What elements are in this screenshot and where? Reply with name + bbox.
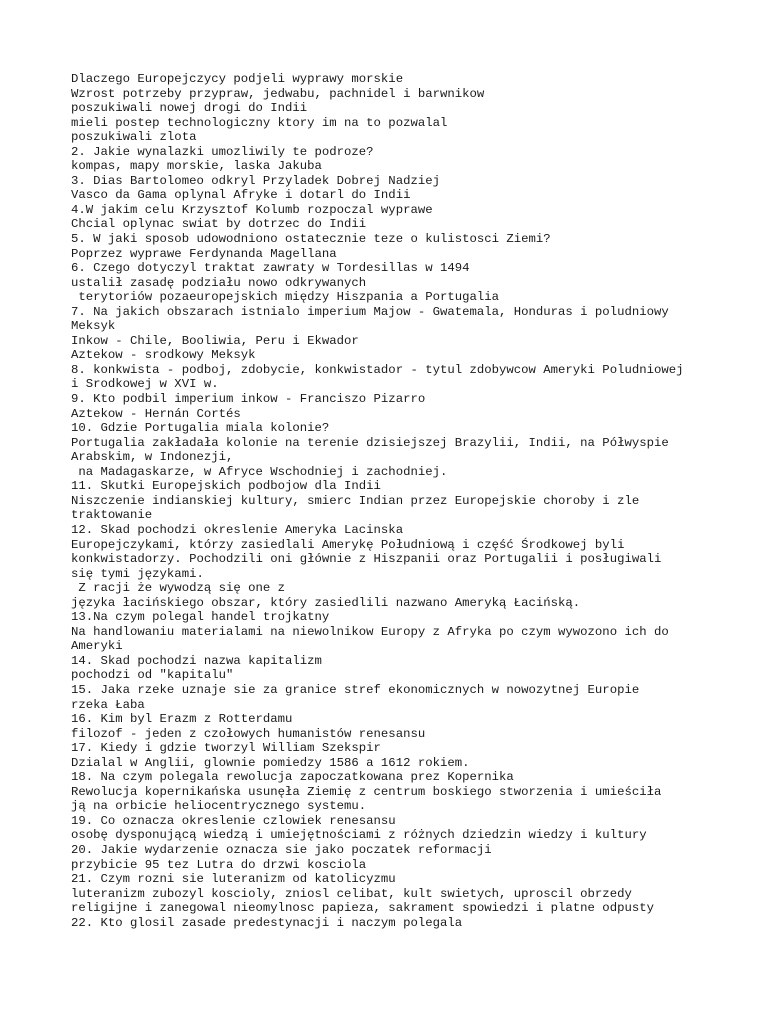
text-line: się tymi językami. (71, 566, 204, 581)
text-line: 21. Czym rozni sie luteranizm od katolicyzmu (71, 872, 396, 887)
text-line: i Srodkowej w XVI w. (71, 377, 219, 392)
text-line: języka łacińskiego obszar, który zasiedlili nazwano Ameryką Łacińską. (71, 595, 581, 610)
text-line: 19. Co oznacza okreslenie czlowiek renesansu (71, 813, 396, 828)
text-line: Portugalia zakładała kolonie na terenie dzisiejszej Brazylii, Indii, na Półwyspie (71, 435, 669, 450)
text-line: Dlaczego Europejczycy podjeli wyprawy morskie (71, 72, 404, 86)
text-line: rzeka Łaba (71, 697, 145, 712)
text-line: poszukiwali nowej drogi do Indii (71, 101, 308, 116)
text-line: 2. Jakie wynalazki umozliwily te podroze? (71, 144, 374, 159)
text-line: konkwistadorzy. Pochodzili oni głównie z Hiszpanii oraz Portugalii i posługiwali (71, 552, 662, 567)
text-line: przybicie 95 tez Lutra do drzwi kosciola (71, 857, 367, 872)
text-line: Chcial oplynac swiat by dotrzec do Indii (71, 217, 367, 232)
text-line: 22. Kto glosil zasade predestynacji i naczym polegala (71, 915, 463, 930)
text-line: Z racji że wywodzą się one z (71, 581, 286, 596)
text-line: Vasco da Gama oplynal Afryke i dotarl do Indii (71, 188, 411, 203)
text-line: 10. Gdzie Portugalia miala kolonie? (71, 421, 330, 436)
text-line: 12. Skad pochodzi okreslenie Ameryka Lacinska (71, 522, 404, 537)
text-line: 16. Kim byl Erazm z Rotterdamu (71, 712, 293, 727)
text-line: 8. konkwista - podboj, zdobycie, konkwistador - tytul zdobywcow Ameryki Poludniowej (71, 362, 684, 377)
text-line: Arabskim, w Indonezji, (71, 450, 234, 465)
text-line: 20. Jakie wydarzenie oznacza sie jako poczatek reformacji (71, 842, 492, 857)
text-line: 17. Kiedy i gdzie tworzyl William Szekspir (71, 741, 381, 756)
text-line: osobę dysponującą wiedzą i umiejętnościami z różnych dziedzin wiedzy i kultury (71, 828, 647, 843)
text-line: 13.Na czym polegal handel trojkatny (71, 610, 330, 625)
text-line: na Madagaskarze, w Afryce Wschodniej i zachodniej. (71, 464, 448, 479)
text-line: Inkow - Chile, Booliwia, Peru i Ekwador (71, 333, 359, 348)
text-line: Meksyk (71, 319, 116, 334)
text-line: Europejczykami, którzy zasiedlali Amerykę Południową i część Środkowej byli (71, 537, 625, 552)
text-line: Rewolucja kopernikańska usunęła Ziemię z centrum boskiego stworzenia i umieściła (71, 784, 662, 799)
text-line: mieli postep technologiczny ktory im na to pozwalal (71, 115, 448, 130)
text-line: 6. Czego dotyczyl traktat zawraty w Tordesillas w 1494 (71, 261, 470, 276)
text-line: 4.W jakim celu Krzysztof Kolumb rozpoczal wyprawe (71, 202, 433, 217)
text-line: traktowanie (71, 508, 153, 523)
text-line: religijne i zanegowal nieomylnosc papieza, sakrament spowiedzi i platne odpusty (71, 901, 654, 916)
text-line: Na handlowaniu materialami na niewolnikow Europy z Afryka po czym wywozono ich do (71, 624, 669, 639)
text-line: luteranizm zubozyl koscioly, zniosl celibat, kult swietych, uproscil obrzedy (71, 886, 632, 901)
text-line: pochodzi od "kapitalu" (71, 668, 234, 683)
text-line: 9. Kto podbil imperium inkow - Franciszo Pizarro (71, 392, 426, 407)
text-line: terytoriów pozaeuropejskich między Hiszpania a Portugalia (71, 290, 500, 305)
text-line: poszukiwali zlota (71, 130, 197, 145)
text-line: 11. Skutki Europejskich podbojow dla Indii (71, 479, 381, 494)
text-line: Aztekow - Hernán Cortés (71, 406, 241, 421)
text-line: ustalił zasadę podziału nowo odkrywanych (71, 275, 367, 290)
text-line: 5. W jaki sposob udowodniono ostatecznie teze o kulistosci Ziemi? (71, 232, 551, 247)
text-line: filozof - jeden z czołowych humanistów renesansu (71, 726, 426, 741)
text-line: 18. Na czym polegala rewolucja zapoczatkowana prez Kopernika (71, 770, 514, 785)
text-line: 7. Na jakich obszarach istnialo imperium Majow - Gwatemala, Honduras i poludniowy (71, 304, 669, 319)
text-line: 3. Dias Bartolomeo odkryl Przyladek Dobrej Nadziej (71, 173, 440, 188)
document-page (71, 72, 761, 930)
text-line: Dzialal w Anglii, glownie pomiedzy 1586 a 1612 rokiem. (71, 755, 470, 770)
text-line: Niszczenie indianskiej kultury, smierc Indian przez Europejskie choroby i zle (71, 493, 640, 508)
text-line: ją na orbicie heliocentrycznego systemu. (71, 799, 367, 814)
text-line: kompas, mapy morskie, laska Jakuba (71, 159, 322, 174)
text-line: Wzrost potrzeby przypraw, jedwabu, pachnidel i barwnikow (71, 86, 485, 101)
text-line: 15. Jaka rzeke uznaje sie za granice stref ekonomicznych w nowozytnej Europie (71, 682, 640, 697)
text-line: Aztekow - srodkowy Meksyk (71, 348, 256, 363)
text-line: 14. Skad pochodzi nazwa kapitalizm (71, 653, 322, 668)
text-line: Ameryki (71, 639, 123, 654)
text-line: Poprzez wyprawe Ferdynanda Magellana (71, 246, 337, 261)
